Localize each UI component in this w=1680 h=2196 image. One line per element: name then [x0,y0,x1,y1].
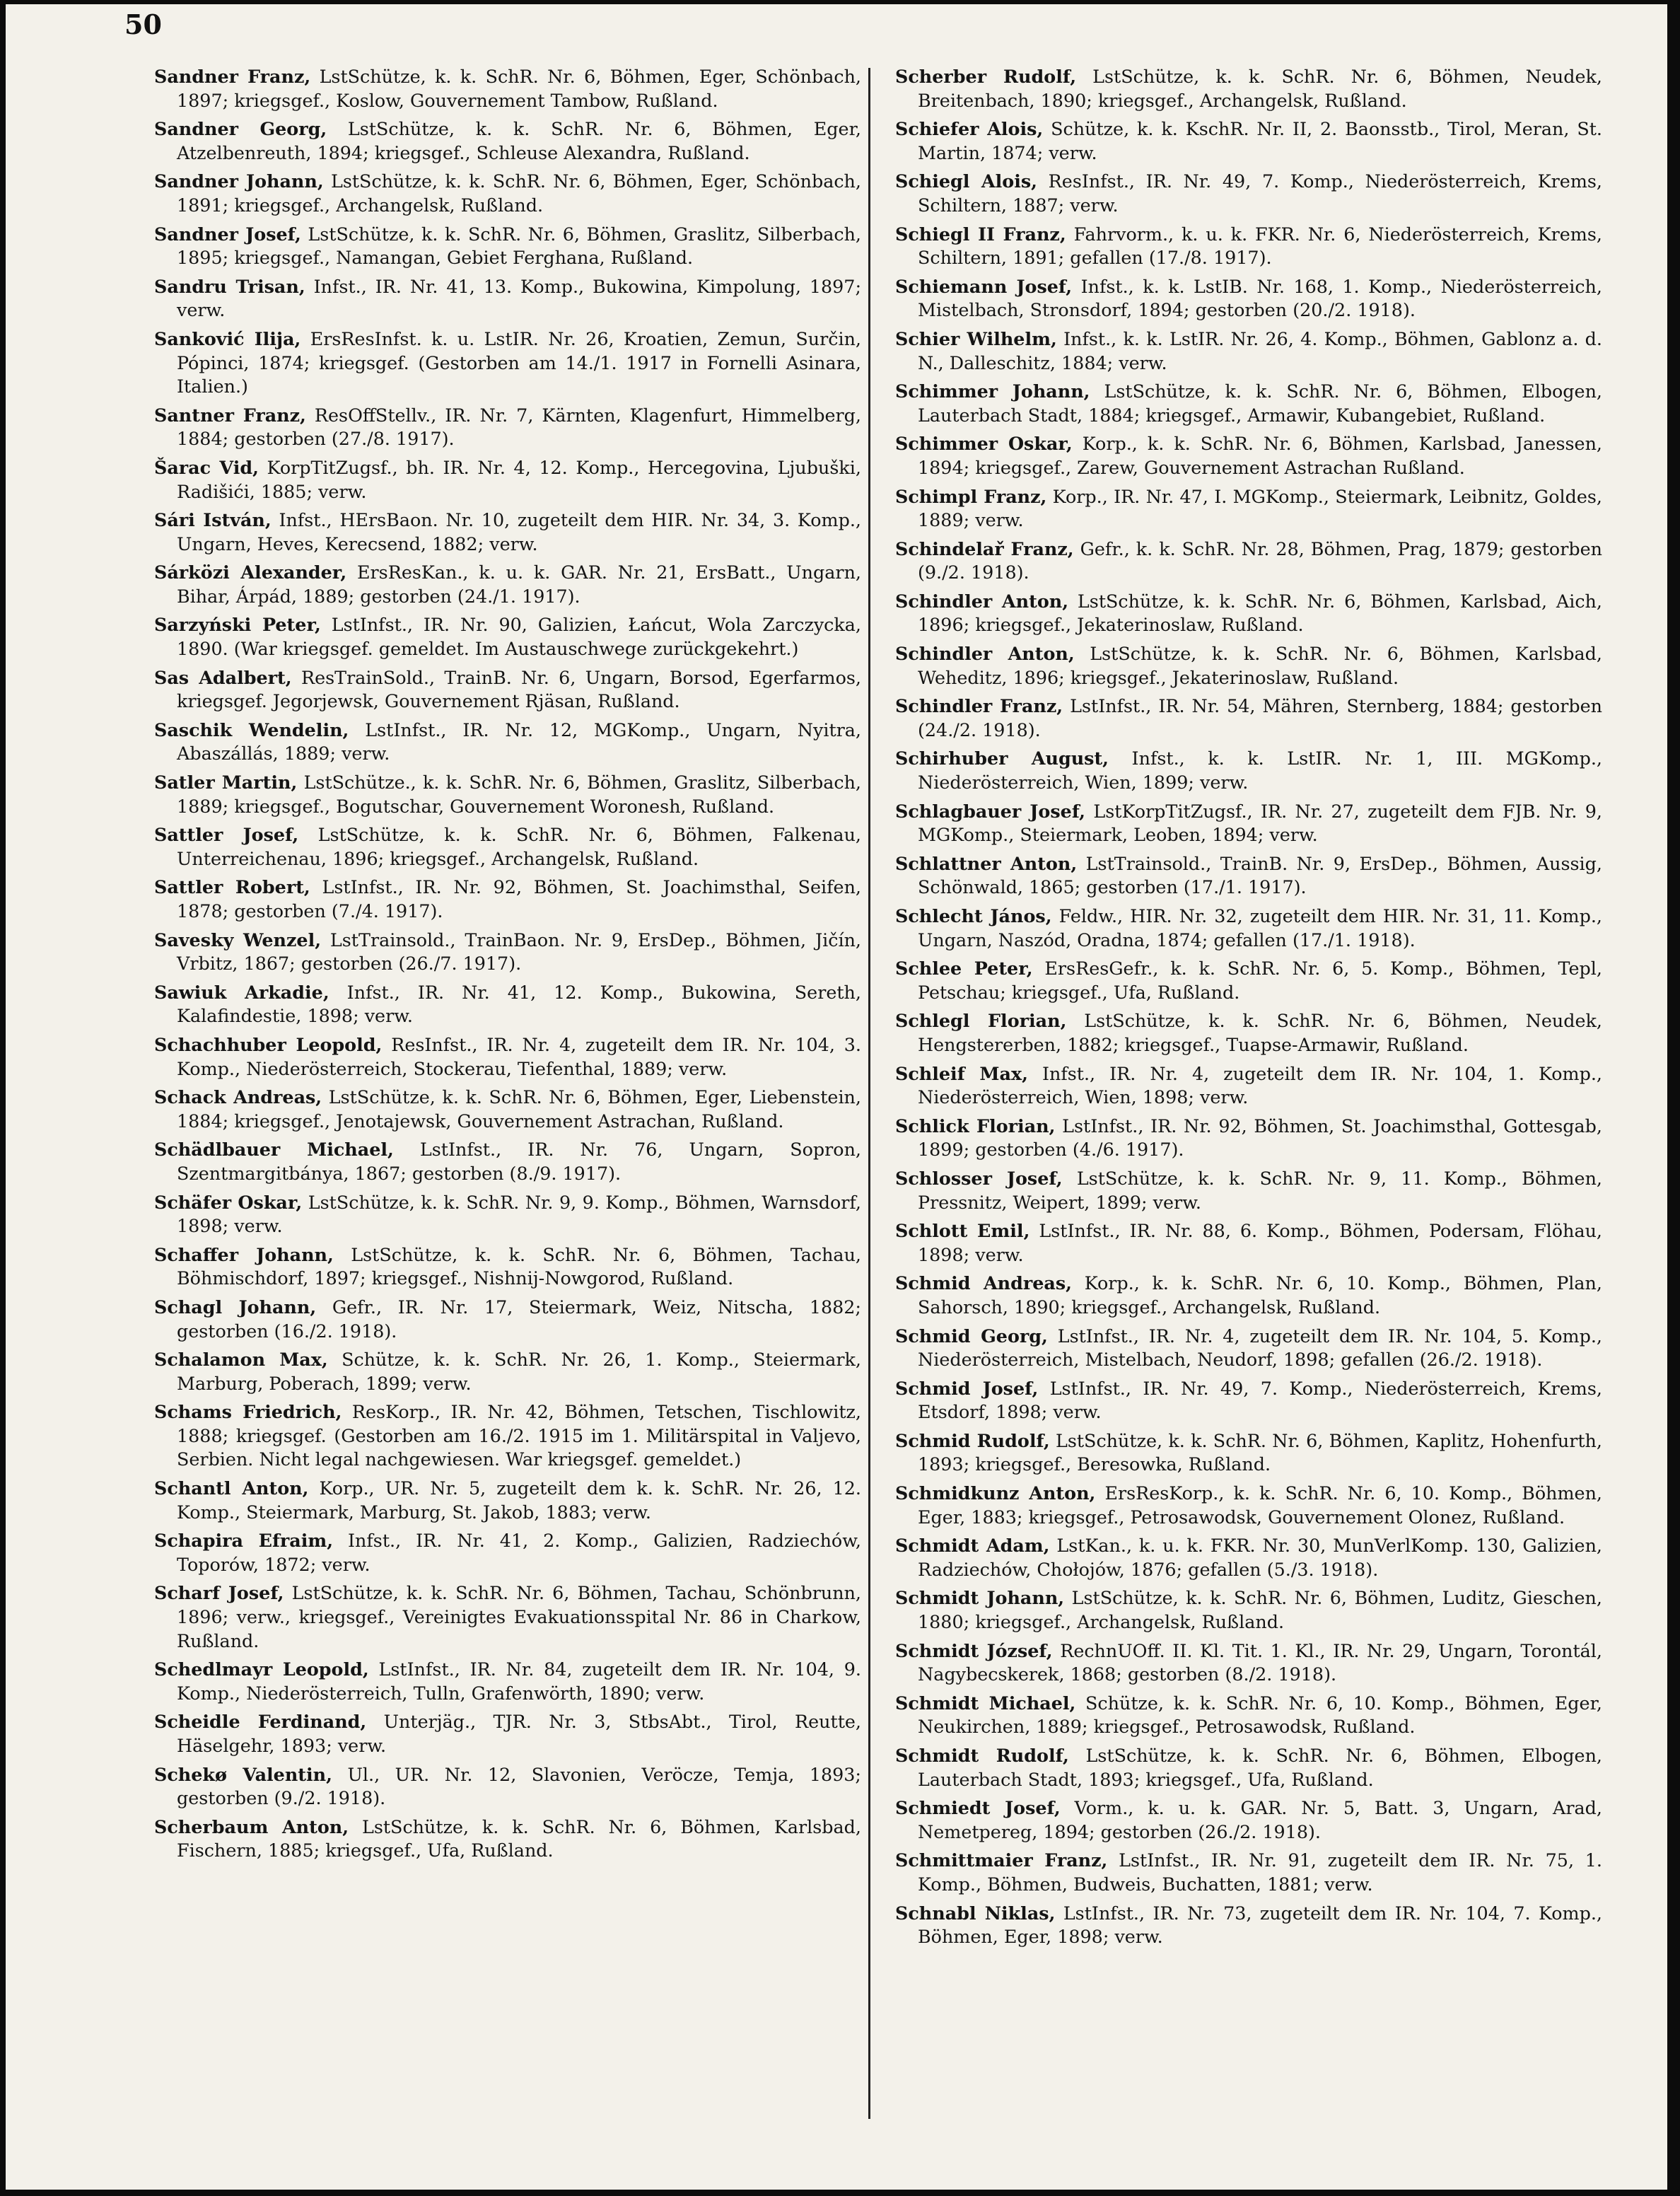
entry-name: Schmidt Michael, [895,1692,1076,1714]
entry-details: Gefr., IR. Nr. 17, Steiermark, Weiz, Nitscha, 1882; gestorben (16./2. 1918). [177,1296,861,1342]
register-entry [895,1534,1602,1581]
register-entry [895,957,1602,1004]
register-page [6,4,1667,2190]
entry-name: Schimmer Oskar, [895,433,1073,455]
entry-details: LstSchütze, k. k. SchR. Nr. 9, 9. Komp., Böhmen, Warnsdorf, 1898; verw. [177,1191,861,1237]
entry-name: Schindler Anton, [895,643,1075,665]
register-entry [154,613,861,661]
register-entry [154,1086,861,1133]
entry-name: Schlecht János, [895,905,1052,926]
register-entry [895,1062,1602,1110]
entry-details: ErsResInfst. k. u. LstIR. Nr. 26, Kroatien, Zemun, Surčin, Pópinci, 1874; kriegsgef. (Gestorben am 14./1. 1917 in Fornelli Asinara, Italien.) [177,327,862,397]
register-entry [895,747,1602,794]
register-entry [154,509,861,556]
register-entry [895,1849,1602,1896]
register-entry [895,1272,1602,1319]
entry-name: Schmidt Rudolf, [895,1745,1069,1766]
entry-details: ResOffStellv., IR. Nr. 7, Kärnten, Klagenfurt, Himmelberg, 1884; gestorben (27./8. 1917). [177,404,862,450]
register-entry [154,1477,861,1524]
register-entry [154,1710,861,1758]
entry-name: Sárközi Alexander, [154,562,347,583]
entry-name: Sas Adalbert, [154,666,292,688]
entry-details: Feldw., HIR. Nr. 32, zugeteilt dem HIR. Nr. 31, 11. Komp., Ungarn, Naszód, Oradna, 1874; gefallen (17./1. 1918). [918,905,1603,951]
register-entry [154,876,861,923]
register-entry [895,117,1602,165]
entry-details: LstSchütze, k. k. SchR. Nr. 6, Böhmen, Luditz, Gieschen, 1880; kriegsgef., Archangelsk, Rußland. [918,1587,1602,1633]
entry-details: Ul., UR. Nr. 12, Slavonien, Veröcze, Temja, 1893; gestorben (9./2. 1918). [177,1763,861,1809]
entry-details: ErsResKan., k. u. k. GAR. Nr. 21, ErsBatt., Ungarn, Bihar, Árpád, 1889; gestorben (24./1. 1917). [177,562,861,607]
entry-details: Schütze, k. k. SchR. Nr. 6, 10. Komp., Böhmen, Eger, Neukirchen, 1889; kriegsgef., Petrosawodsk, Rußland. [918,1692,1602,1738]
register-entry [895,170,1602,217]
register-entry [895,1692,1602,1739]
entry-name: Saschik Wendelin, [154,719,349,740]
entry-name: Sandner Georg, [154,118,327,140]
entry-name: Schlagbauer Josef, [895,800,1086,822]
entry-details: Infst., HErsBaon. Nr. 10, zugeteilt dem HIR. Nr. 34, 3. Komp., Ungarn, Heves, Kerecsend, 1882; verw. [177,509,861,554]
entry-details: Korp., k. k. SchR. Nr. 6, Böhmen, Karlsbad, Janessen, 1894; kriegsgef., Zarew, Gouvernement Astrachan Rußland. [918,433,1602,478]
register-entry [154,327,861,399]
entry-details: ErsResGefr., k. k. SchR. Nr. 6, 5. Komp., Böhmen, Tepl, Petschau; kriegsgef., Ufa, Rußland. [918,958,1602,1003]
entry-details: Infst., IR. Nr. 4, zugeteilt dem IR. Nr. 104, 1. Komp., Niederösterreich, Wien, 1898; verw. [918,1062,1603,1108]
entry-name: Sattler Robert, [154,876,310,898]
register-entry [895,905,1602,952]
entry-details: Infst., IR. Nr. 41, 13. Komp., Bukowina, Kimpolung, 1897; verw. [177,275,862,321]
entry-details: LstInfst., IR. Nr. 49, 7. Komp., Niederösterreich, Krems, Etsdorf, 1898; verw. [918,1377,1602,1423]
entry-name: Schlegl Florian, [895,1010,1067,1032]
register-entry [154,170,861,217]
column-divider [868,68,870,2119]
entry-details: ResInfst., IR. Nr. 49, 7. Komp., Niederösterreich, Krems, Schiltern, 1887; verw. [918,170,1603,216]
entry-name: Sári István, [154,509,272,531]
register-entry [895,1639,1602,1687]
register-entry [154,1033,861,1081]
register-entry [895,1009,1602,1057]
register-entry [154,1348,861,1395]
entry-name: Schagl Johann, [154,1296,317,1318]
register-entry [895,1586,1602,1634]
entry-name: Schleif Max, [895,1062,1028,1084]
entry-details: Vorm., k. u. k. GAR. Nr. 5, Batt. 3, Ungarn, Arad, Nemetpereg, 1894; gestorben (26./2. 1918). [918,1797,1602,1842]
entry-name: Schlattner Anton, [895,852,1078,874]
entry-name: Santner Franz, [154,404,306,426]
page-number: 50 [124,8,162,40]
entry-details: LstInfst., IR. Nr. 4, zugeteilt dem IR. Nr. 104, 5. Komp., Niederösterreich, Mistelbach, Neudorf, 1898; gefallen (26./2. 1918). [918,1325,1603,1371]
entry-details: LstInfst., IR. Nr. 84, zugeteilt dem IR. Nr. 104, 9. Komp., Niederösterreich, Tulln, Grafenwörth, 1890; verw. [177,1658,862,1704]
entry-name: Schedlmayr Leopold, [154,1658,369,1680]
register-entry [154,65,861,112]
entry-details: LstKan., k. u. k. FKR. Nr. 30, MunVerlKomp. 130, Galizien, Radziechów, Chołojów, 1876; gefallen (5./3. 1918). [918,1535,1603,1580]
entry-details: ResInfst., IR. Nr. 4, zugeteilt dem IR. Nr. 104, 3. Komp., Niederösterreich, Stockerau, Tiefenthal, 1889; verw. [177,1033,861,1079]
entry-details: Schütze, k. k. KschR. Nr. II, 2. Baonsstb., Tirol, Meran, St. Martin, 1874; verw. [918,118,1602,163]
entry-details: LstInfst., IR. Nr. 12, MGKomp., Ungarn, Nyitra, Abaszállás, 1889; verw. [177,719,861,765]
register-entry [895,1796,1602,1844]
entry-details: LstSchütze, k. k. SchR. Nr. 6, Böhmen, Eger, Schönbach, 1891; kriegsgef., Archangelsk, Rußland. [177,170,861,216]
entry-details: LstInfst., IR. Nr. 92, Böhmen, St. Joachimsthal, Gottesgab, 1899; gestorben (4./6. 1917). [918,1115,1603,1161]
register-entry [154,1191,861,1238]
entry-details: LstInfst., IR. Nr. 91, zugeteilt dem IR. Nr. 75, 1. Komp., Böhmen, Budweis, Buchatten, 1881; verw. [918,1849,1602,1895]
entry-name: Schmidt József, [895,1639,1053,1661]
entry-name: Schlick Florian, [895,1115,1056,1137]
entry-name: Schack Andreas, [154,1086,322,1108]
entry-details: Korp., IR. Nr. 47, I. MGKomp., Steiermark, Leibnitz, Goldes, 1889; verw. [918,485,1603,531]
register-entry [895,1429,1602,1477]
entry-details: LstSchütze, k. k. SchR. Nr. 6, Böhmen, Karlsbad, Aich, 1896; kriegsgef., Jekaterinoslaw, Rußland. [918,590,1602,636]
entry-details: ResTrainSold., TrainB. Nr. 6, Ungarn, Borsod, Egerfarmos, kriegsgef. Jegorjewsk, Gouvernement Rjäsan, Rußland. [177,666,862,712]
register-entry [154,666,861,714]
entry-name: Schiemann Josef, [895,275,1073,297]
register-entry [895,1377,1602,1424]
entry-details: LstSchütze, k. k. SchR. Nr. 6, Böhmen, Tachau, Schönbrunn, 1896; verw., kriegsgef., Vereinigtes Evakuationsspital Nr. 86 in Charkow, Rußland. [177,1582,862,1651]
register-entry [895,1325,1602,1372]
entry-details: LstSchütze, k. k. SchR. Nr. 6, Böhmen, Kaplitz, Hohenfurth, 1893; kriegsgef., Beresowka, Rußland. [918,1429,1602,1475]
register-entry [154,456,861,504]
entry-details: LstInfst., IR. Nr. 73, zugeteilt dem IR. Nr. 104, 7. Komp., Böhmen, Eger, 1898; verw. [918,1902,1602,1948]
entry-name: Schädlbauer Michael, [154,1139,394,1161]
entry-details: Korp., UR. Nr. 5, zugeteilt dem k. k. SchR. Nr. 26, 12. Komp., Steiermark, Marburg, St. Jakob, 1883; verw. [177,1477,862,1523]
register-entry [895,65,1602,112]
entry-details: LstSchütze, k. k. SchR. Nr. 6, Böhmen, Falkenau, Unterreichenau, 1896; kriegsgef., Archangelsk, Rußland. [177,824,861,869]
left-column [154,65,861,1868]
entry-name: Schiegl II Franz, [895,223,1066,245]
register-entry [154,404,861,451]
entry-details: LstSchütze, k. k. SchR. Nr. 6, Böhmen, Elbogen, Lauterbach Stadt, 1893; kriegsgef., Ufa, Rußland. [918,1745,1602,1790]
entry-name: Schindler Anton, [895,590,1069,612]
entry-name: Sattler Josef, [154,824,299,846]
entry-name: Schiefer Alois, [895,118,1044,140]
entry-details: LstSchütze, k. k. SchR. Nr. 6, Böhmen, Graslitz, Silberbach, 1895; kriegsgef., Namangan, Gebiet Ferghana, Rußland. [177,223,861,269]
register-entry [154,719,861,766]
entry-name: Satler Martin, [154,772,298,794]
entry-name: Savesky Wenzel, [154,929,322,951]
register-entry [154,929,861,976]
register-entry [154,823,861,871]
register-entry [154,1296,861,1343]
register-entry [895,538,1602,585]
register-entry [154,561,861,608]
entry-name: Schalamon Max, [154,1349,328,1371]
entry-details: Infst., k. k. LstIB. Nr. 168, 1. Komp., Niederösterreich, Mistelbach, Stronsdorf, 1894; gestorben (20./2. 1918). [918,275,1602,321]
entry-name: Schmid Josef, [895,1377,1039,1399]
entry-details: LstSchütze, k. k. SchR. Nr. 6, Böhmen, Eger, Atzelbenreuth, 1894; kriegsgef., Schleuse Alexandra, Rußland. [177,118,861,163]
register-entry [895,432,1602,480]
entry-name: Sandner Johann, [154,170,324,192]
entry-name: Schmid Rudolf, [895,1429,1050,1451]
entry-name: Schmidkunz Anton, [895,1482,1096,1504]
register-entry [154,771,861,818]
entry-details: LstTrainsold., TrainB. Nr. 9, ErsDep., Böhmen, Aussig, Schönwald, 1865; gestorben (17./1. 1917). [918,852,1602,898]
entry-name: Schindler Franz, [895,695,1063,717]
entry-name: Schmid Georg, [895,1325,1048,1347]
register-entry [895,380,1602,427]
entry-name: Sarzyński Peter, [154,614,321,636]
register-entry [895,1744,1602,1791]
register-entry [154,981,861,1028]
entry-name: Schmidt Johann, [895,1587,1065,1609]
entry-name: Schmittmaier Franz, [895,1849,1108,1871]
entry-name: Schiegl Alois, [895,170,1037,192]
register-entry [154,1581,861,1653]
register-entry [895,485,1602,533]
register-entry [154,1400,861,1472]
entry-name: Schier Wilhelm, [895,327,1057,349]
entry-name: Scheidle Ferdinand, [154,1711,367,1733]
register-entry [895,1482,1602,1529]
entry-name: Schekø Valentin, [154,1763,332,1785]
entry-details: Infst., k. k. LstIR. Nr. 26, 4. Komp., Böhmen, Gablonz a. d. N., Dalleschitz, 1884; verw. [918,327,1602,373]
entry-details: LstSchütze, k. k. SchR. Nr. 6, Böhmen, Karlsbad, Fischern, 1885; kriegsgef., Ufa, Rußland. [177,1816,861,1861]
entry-name: Sandner Franz, [154,66,311,87]
entry-name: Schirhuber August, [895,748,1109,769]
entry-name: Schmid Andreas, [895,1272,1073,1294]
entry-name: Scherber Rudolf, [895,66,1077,87]
entry-name: Schimmer Johann, [895,380,1090,402]
register-entry [895,800,1602,847]
entry-name: Sawiuk Arkadie, [154,981,329,1003]
entry-name: Sandru Trisan, [154,275,305,297]
register-entry [895,1167,1602,1214]
entry-details: LstSchütze, k. k. SchR. Nr. 6, Böhmen, Elbogen, Lauterbach Stadt, 1884; kriegsgef., Armawir, Kubangebiet, Rußland. [918,380,1602,426]
register-entry [154,1138,861,1185]
entry-name: Schlott Emil, [895,1220,1030,1242]
entry-name: Sanković Ilija, [154,327,301,349]
entry-details: LstSchütze, k. k. SchR. Nr. 6, Böhmen, Neudek, Breitenbach, 1890; kriegsgef., Archangelsk, Rußland. [918,66,1602,111]
entry-details: LstSchütze, k. k. SchR. Nr. 6, Böhmen, Karlsbad, Weheditz, 1896; kriegsgef., Jekaterinoslaw, Rußland. [918,643,1602,688]
register-entry [154,117,861,165]
entry-details: LstSchütze, k. k. SchR. Nr. 6, Böhmen, Eger, Schönbach, 1897; kriegsgef., Koslow, Gouvernement Tambow, Rußland. [177,66,861,111]
register-entry [154,223,861,270]
entry-details: LstInfst., IR. Nr. 54, Mähren, Sternberg, 1884; gestorben (24./2. 1918). [918,695,1602,740]
register-entry [895,1219,1602,1267]
entry-details: Schütze, k. k. SchR. Nr. 26, 1. Komp., Steiermark, Marburg, Poberach, 1899; verw. [177,1349,861,1394]
entry-details: Fahrvorm., k. u. k. FKR. Nr. 6, Niederösterreich, Krems, Schiltern, 1891; gefallen (17./8. 1917). [918,223,1602,269]
register-entry [895,1902,1602,1949]
entry-details: Infst., k. k. LstIR. Nr. 1, III. MGKomp., Niederösterreich, Wien, 1899; verw. [918,748,1603,794]
register-entry [895,695,1602,742]
entry-name: Schmiedt Josef, [895,1797,1061,1819]
entry-details: LstInfst., IR. Nr. 92, Böhmen, St. Joachimsthal, Seifen, 1878; gestorben (7./4. 1917). [177,876,861,922]
entry-name: Schimpl Franz, [895,485,1047,507]
entry-details: LstSchütze., k. k. SchR. Nr. 6, Böhmen, Graslitz, Silberbach, 1889; kriegsgef., Bogutschar, Gouvernement Woronesh, Rußland. [177,772,861,817]
entry-details: KorpTitZugsf., bh. IR. Nr. 4, 12. Komp., Hercegovina, Ljubuški, Radišići, 1885; verw. [177,456,861,502]
entry-details: Korp., k. k. SchR. Nr. 6, 10. Komp., Böhmen, Plan, Sahorsch, 1890; kriegsgef., Archangelsk, Rußland. [918,1272,1602,1318]
register-entry [895,852,1602,900]
register-entry [895,327,1602,375]
entry-name: Scherbaum Anton, [154,1816,349,1837]
register-entry [154,1529,861,1576]
entry-name: Schnabl Niklas, [895,1902,1056,1924]
entry-details: LstSchütze, k. k. SchR. Nr. 6, Böhmen, Eger, Liebenstein, 1884; kriegsgef., Jenotajewsk, Gouvernement Astrachan, Rußland. [177,1086,861,1132]
entry-details: RechnUOff. II. Kl. Tit. 1. Kl., IR. Nr. 29, Ungarn, Torontál, Nagybecskerek, 1868; gestorben (8./2. 1918). [918,1639,1602,1685]
entry-name: Sandner Josef, [154,223,301,245]
entry-name: Schams Friedrich, [154,1401,342,1423]
entry-name: Schlosser Josef, [895,1167,1063,1189]
register-entry [154,1658,861,1705]
entry-name: Schindelař Franz, [895,538,1074,559]
entry-details: LstKorpTitZugsf., IR. Nr. 27, zugeteilt dem FJB. Nr. 9, MGKomp., Steiermark, Leoben, 1894; verw. [918,800,1603,846]
register-entry [895,275,1602,323]
entry-details: LstSchütze, k. k. SchR. Nr. 6, Böhmen, Tachau, Böhmischdorf, 1897; kriegsgef., Nishnij-Nowgorod, Rußland. [177,1243,861,1289]
entry-details: LstInfst., IR. Nr. 76, Ungarn, Sopron, Szentmargitbánya, 1867; gestorben (8./9. 1917). [177,1139,861,1184]
entry-details: Gefr., k. k. SchR. Nr. 28, Böhmen, Prag, 1879; gestorben (9./2. 1918). [918,538,1602,583]
register-entry [895,590,1602,637]
entry-name: Schäfer Oskar, [154,1191,303,1213]
register-entry [154,1763,861,1811]
entry-name: Schaffer Johann, [154,1243,334,1265]
entry-name: Scharf Josef, [154,1582,284,1604]
entry-details: ResKorp., IR. Nr. 42, Böhmen, Tetschen, Tischlowitz, 1888; kriegsgef. (Gestorben am 16./2. 1915 im 1. Militärspital in Valjevo, Serbien. Nicht legal nachgewiesen. War kriegsgef. gemeldet.) [177,1401,861,1470]
entry-details: LstTrainsold., TrainBaon. Nr. 9, ErsDep., Böhmen, Jičín, Vrbitz, 1867; gestorben (26./7. 1917). [177,929,862,975]
entry-name: Schapira Efraim, [154,1530,334,1552]
entry-details: Infst., IR. Nr. 41, 12. Komp., Bukowina, Sereth, Kalafindestie, 1898; verw. [177,981,861,1027]
register-entry [895,223,1602,270]
register-entry [895,1115,1602,1162]
register-entry [154,1243,861,1291]
entry-details: Unterjäg., TJR. Nr. 3, StbsAbt., Tirol, Reutte, Häselgehr, 1893; verw. [177,1711,862,1756]
entry-name: Schmidt Adam, [895,1535,1050,1557]
entry-details: LstInfst., IR. Nr. 90, Galizien, Łańcut, Wola Zarczycka, 1890. (War kriegsgef. gemeldet. Im Austauschwege zurückgekehrt.) [177,614,861,660]
entry-name: Šarac Vid, [154,456,259,478]
entry-name: Schlee Peter, [895,958,1033,980]
register-entry [154,1816,861,1863]
entry-details: LstSchütze, k. k. SchR. Nr. 6, Böhmen, Neudek, Hengstererben, 1882; kriegsgef., Tuapse-Armawir, Rußland. [918,1010,1602,1055]
entry-name: Schantl Anton, [154,1477,309,1499]
entry-details: ErsResKorp., k. k. SchR. Nr. 6, 10. Komp., Böhmen, Eger, 1883; kriegsgef., Petrosawodsk, Gouvernement Olonez, Rußland. [918,1482,1603,1528]
entry-details: LstSchütze, k. k. SchR. Nr. 9, 11. Komp., Böhmen, Pressnitz, Weipert, 1899; verw. [918,1167,1602,1213]
entry-details: LstInfst., IR. Nr. 88, 6. Komp., Böhmen, Podersam, Flöhau, 1898; verw. [918,1220,1603,1265]
right-column [895,65,1602,1954]
entry-name: Schachhuber Leopold, [154,1033,383,1055]
entry-details: Infst., IR. Nr. 41, 2. Komp., Galizien, Radziechów, Toporów, 1872; verw. [177,1530,861,1575]
register-entry [154,275,861,323]
register-entry [895,642,1602,690]
